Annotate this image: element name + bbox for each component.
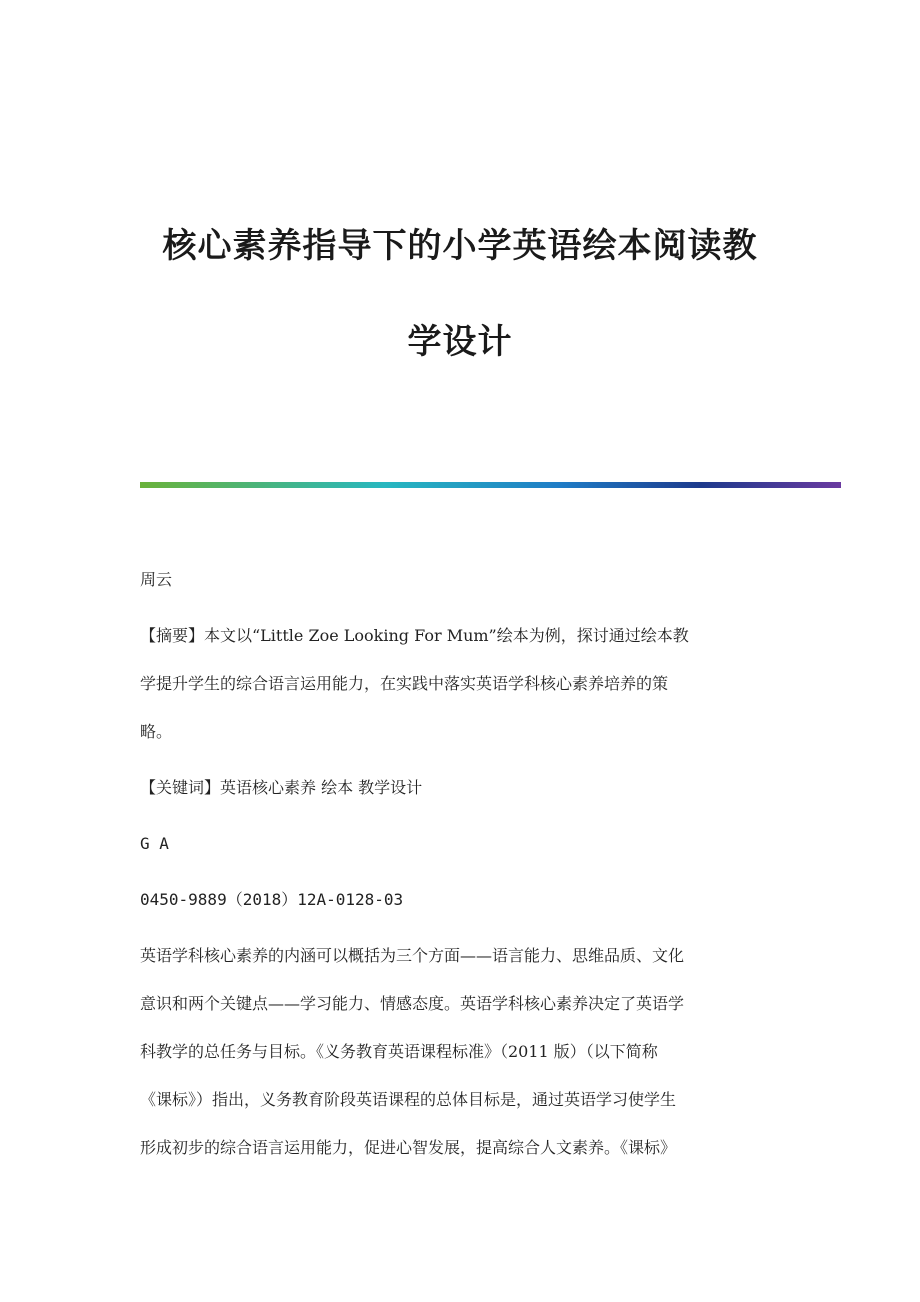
abstract-line: 略。 — [140, 722, 173, 741]
body-paragraph-line: 英语学科核心素养的内涵可以概括为三个方面——语言能力、思维品质、文化 — [140, 946, 685, 965]
document-title-line-1: 核心素养指导下的小学英语绘本阅读教 — [162, 226, 758, 266]
abstract-line: 学提升学生的综合语言运用能力，在实践中落实英语学科核心素养培养的策 — [140, 674, 669, 693]
title-divider — [140, 482, 841, 488]
keywords: 【关键词】英语核心素养 绘本 教学设计 — [140, 778, 423, 797]
abstract-line: 【摘要】本文以“Little Zoe Looking For Mum”绘本为例，探讨通过绘本教 — [140, 626, 689, 645]
document-number: 0450-9889（2018）12A-0128-03 — [140, 890, 404, 909]
classification-code: G A — [140, 834, 169, 853]
body-paragraph-line: 科教学的总任务与目标。《义务教育英语课程标准》（2011 版）（以下简称 — [140, 1042, 658, 1061]
author-name: 周云 — [140, 570, 173, 589]
body-paragraph-line: 意识和两个关键点——学习能力、情感态度。英语学科核心素养决定了英语学 — [140, 994, 685, 1013]
body-paragraph-line: 《课标》）指出，义务教育阶段英语课程的总体目标是，通过英语学习使学生 — [140, 1090, 677, 1109]
body-paragraph-line: 形成初步的综合语言运用能力，促进心智发展，提高综合人文素养。《课标》 — [140, 1138, 677, 1157]
document-title-line-2: 学设计 — [407, 322, 513, 362]
